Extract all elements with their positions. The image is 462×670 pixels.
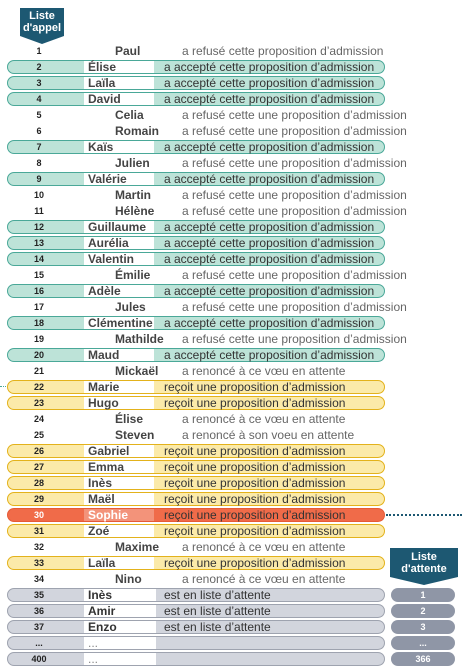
rank-number: 24	[33, 414, 44, 424]
list-row-plain	[0, 427, 462, 443]
candidate-status: a refusé cette une proposition d’admission	[182, 188, 407, 202]
candidate-status: a refusé cette une proposition d’admission	[182, 204, 407, 218]
candidate-name: Zoé	[88, 524, 110, 538]
candidate-status: a refusé cette proposition d’admission	[182, 44, 384, 58]
rank-number: 3	[36, 78, 42, 88]
rank-number: 37	[33, 622, 44, 632]
dotted-connector-right	[386, 514, 462, 516]
candidate-status: a renoncé à ce vœu en attente	[182, 364, 346, 378]
candidate-name: Valentin	[88, 252, 135, 266]
rank-number: 16	[33, 286, 44, 296]
list-row-gray	[0, 651, 462, 667]
liste-attente-label-line1: Liste	[411, 551, 437, 563]
list-row-yellow	[0, 395, 462, 411]
rank-number: 11	[34, 206, 44, 216]
list-row-plain	[0, 267, 462, 283]
candidate-status: a accepté cette proposition d’admission	[164, 220, 375, 234]
rank-number: 35	[33, 590, 44, 600]
list-row-plain	[0, 203, 462, 219]
candidate-name: ...	[88, 636, 99, 650]
list-row-plain	[0, 571, 462, 587]
candidate-name: ...	[88, 652, 99, 666]
rank-number: 32	[33, 542, 44, 552]
liste-appel-label-line2: d'appel	[22, 22, 62, 34]
rank-number: 4	[36, 94, 42, 104]
candidate-list	[0, 43, 462, 667]
candidate-status: a accepté cette proposition d’admission	[164, 140, 375, 154]
rank-number: 12	[33, 222, 44, 232]
candidate-name: Émilie	[115, 268, 151, 282]
list-row-green	[0, 91, 462, 107]
candidate-status: a renoncé à son voeu en attente	[182, 428, 355, 442]
candidate-name: Hugo	[88, 396, 119, 410]
waitlist-rank: 1	[391, 588, 455, 602]
candidate-status: a accepté cette proposition d’admission	[164, 284, 375, 298]
list-row-yellow	[0, 555, 462, 571]
waitlist-rank: 3	[391, 620, 455, 634]
candidate-status: est en liste d’attente	[164, 604, 271, 618]
candidate-status: reçoit une proposition d’admission	[164, 460, 346, 474]
candidate-name: Emma	[88, 460, 125, 474]
candidate-name: Paul	[115, 44, 141, 58]
candidate-name: Hélène	[115, 204, 155, 218]
candidate-status: a accepté cette proposition d’admission	[164, 172, 375, 186]
candidate-status: a accepté cette proposition d’admission	[164, 60, 375, 74]
rank-number: 29	[33, 494, 44, 504]
rank-number: 34	[33, 574, 44, 584]
list-row-gray	[0, 587, 462, 603]
candidate-name: Valérie	[88, 172, 127, 186]
rank-number: 36	[33, 606, 44, 616]
rank-number: 5	[36, 110, 42, 120]
candidate-status: a accepté cette proposition d’admission	[164, 348, 375, 362]
rank-number: 26	[33, 446, 44, 456]
candidate-name: Romain	[115, 124, 160, 138]
candidate-status: a renoncé à ce vœu en attente	[182, 540, 346, 554]
candidate-name: Julien	[115, 156, 150, 170]
candidate-name: Kaïs	[88, 140, 114, 154]
rank-number: 6	[36, 126, 42, 136]
candidate-name: Adèle	[88, 284, 121, 298]
list-row-gray	[0, 635, 462, 651]
rank-number: 14	[33, 254, 44, 264]
candidate-name: Jules	[115, 300, 146, 314]
candidate-name: Laïla	[88, 76, 116, 90]
candidate-status: a refusé cette une proposition d’admission	[182, 300, 407, 314]
rank-number: 31	[33, 526, 44, 536]
candidate-status: a accepté cette proposition d’admission	[164, 316, 375, 330]
waitlist-rank: 366	[391, 652, 455, 666]
list-row-green	[0, 235, 462, 251]
list-row-plain	[0, 155, 462, 171]
rank-number: 21	[33, 366, 44, 376]
list-row-green	[0, 251, 462, 267]
list-row-gray	[0, 603, 462, 619]
candidate-name: Martin	[115, 188, 151, 202]
list-row-green	[0, 219, 462, 235]
candidate-status: a renoncé à ce vœu en attente	[182, 572, 346, 586]
rank-number: 2	[36, 62, 42, 72]
list-row-plain	[0, 187, 462, 203]
dotted-connector-left	[0, 386, 6, 387]
list-row-plain	[0, 539, 462, 555]
list-row-green	[0, 171, 462, 187]
rank-number: 25	[33, 430, 44, 440]
candidate-name: Clémentine	[88, 316, 153, 330]
list-row-yellow	[0, 459, 462, 475]
candidate-status: a refusé cette une proposition d’admission	[182, 156, 407, 170]
rank-number: 27	[33, 462, 44, 472]
candidate-status: a refusé cette une proposition d’admission	[182, 268, 407, 282]
rank-number: 10	[33, 190, 44, 200]
candidate-status: a refusé cette une proposition d’admission	[182, 124, 407, 138]
rank-number: 33	[33, 558, 44, 568]
candidate-name: Inès	[88, 476, 113, 490]
list-row-green	[0, 75, 462, 91]
candidate-name: Marie	[88, 380, 120, 394]
rank-number: 20	[33, 350, 44, 360]
candidate-status: reçoit une proposition d’admission	[164, 556, 346, 570]
candidate-status: a accepté cette proposition d’admission	[164, 76, 375, 90]
list-row-green	[0, 139, 462, 155]
candidate-name: David	[88, 92, 121, 106]
rank-number: 8	[36, 158, 42, 168]
rank-number: 17	[33, 302, 44, 312]
candidate-status: a renoncé à ce vœu en attente	[182, 412, 346, 426]
candidate-status: reçoit une proposition d’admission	[164, 476, 346, 490]
candidate-name: Amir	[88, 604, 116, 618]
rank-number: 1	[36, 46, 42, 56]
candidate-status: reçoit une proposition d’admission	[164, 380, 346, 394]
rank-number: 28	[33, 478, 44, 488]
candidate-status: a accepté cette proposition d’admission	[164, 252, 375, 266]
list-row-plain	[0, 107, 462, 123]
list-row-green	[0, 347, 462, 363]
candidate-name: Maël	[88, 492, 115, 506]
candidate-name: Élise	[115, 412, 144, 426]
list-row-plain	[0, 123, 462, 139]
list-row-plain	[0, 331, 462, 347]
candidate-name: Maxime	[115, 540, 160, 554]
rank-number: 30	[33, 510, 44, 520]
list-row-green	[0, 59, 462, 75]
candidate-status: est en liste d’attente	[164, 620, 271, 634]
list-row-yellow	[0, 443, 462, 459]
candidate-name: Sophie	[88, 508, 129, 522]
rank-number: ...	[35, 638, 43, 648]
list-row-yellow	[0, 379, 462, 395]
candidate-status: a accepté cette proposition d’admission	[164, 92, 375, 106]
rank-number: 23	[33, 398, 44, 408]
candidate-name: Steven	[115, 428, 155, 442]
rank-number: 15	[33, 270, 44, 280]
list-row-plain	[0, 43, 462, 59]
candidate-name: Guillaume	[88, 220, 147, 234]
rank-number: 9	[36, 174, 42, 184]
candidate-name: Maud	[88, 348, 120, 362]
candidate-name: Celia	[115, 108, 144, 122]
list-row-orange	[0, 507, 462, 523]
candidate-status: est en liste d’attente	[164, 588, 271, 602]
rank-number: 22	[33, 382, 44, 392]
rank-number: 400	[31, 654, 47, 664]
rank-number: 13	[33, 238, 44, 248]
liste-attente-label-line2: d'attente	[401, 563, 447, 575]
candidate-status: reçoit une proposition d’admission	[164, 444, 346, 458]
candidate-status: a refusé cette une proposition d’admission	[182, 108, 407, 122]
rank-number: 18	[33, 318, 44, 328]
list-row-plain	[0, 363, 462, 379]
candidate-name: Laïla	[88, 556, 116, 570]
candidate-name: Élise	[88, 60, 117, 74]
candidate-status: a accepté cette proposition d’admission	[164, 236, 375, 250]
candidate-name: Mathilde	[115, 332, 164, 346]
list-row-yellow	[0, 491, 462, 507]
waitlist-rank: ...	[391, 636, 455, 650]
candidate-name: Aurélia	[88, 236, 129, 250]
candidate-name: Mickaël	[115, 364, 159, 378]
rank-number: 19	[33, 334, 44, 344]
liste-appel-label-line1: Liste	[29, 10, 55, 22]
list-row-plain	[0, 411, 462, 427]
liste-appel-flag	[20, 8, 64, 36]
candidate-status: reçoit une proposition d’admission	[164, 524, 346, 538]
candidate-status: reçoit une proposition d’admission	[164, 508, 346, 522]
candidate-name: Nino	[115, 572, 142, 586]
list-row-gray	[0, 619, 462, 635]
list-row-plain	[0, 299, 462, 315]
candidate-name: Enzo	[88, 620, 117, 634]
candidate-name: Gabriel	[88, 444, 130, 458]
candidate-status: a refusé cette une proposition d’admission	[182, 332, 407, 346]
waitlist-rank: 2	[391, 604, 455, 618]
list-row-green	[0, 315, 462, 331]
list-row-yellow	[0, 475, 462, 491]
list-row-yellow	[0, 523, 462, 539]
candidate-status: reçoit une proposition d’admission	[164, 396, 346, 410]
candidate-name: Inès	[88, 588, 113, 602]
rank-number: 7	[36, 142, 42, 152]
candidate-status: reçoit une proposition d’admission	[164, 492, 346, 506]
list-row-green	[0, 283, 462, 299]
